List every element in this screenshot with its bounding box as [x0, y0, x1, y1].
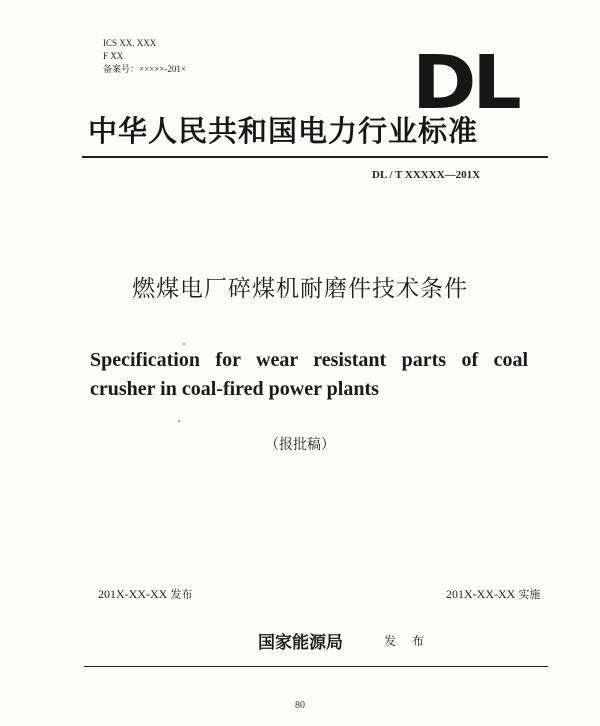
- issue-verb: 发 布: [384, 634, 430, 648]
- issuing-authority: 国家能源局: [258, 633, 343, 653]
- english-title: [90, 346, 528, 404]
- implement-date: [446, 586, 540, 602]
- english-title-line-2: crusher in coal-fired power plants: [90, 378, 379, 400]
- chinese-title: 燃煤电厂碎煤机耐磨件技术条件: [132, 276, 468, 302]
- standard-number: DL / T XXXXX—201X: [372, 169, 481, 181]
- class-code: F XX: [103, 51, 124, 61]
- dl-logo: DL: [412, 40, 518, 126]
- header-divider: [82, 156, 548, 158]
- standard-category-title: 中华人民共和国电力行业标准: [88, 114, 479, 148]
- publish-date-value: 201X-XX-XX: [98, 587, 168, 601]
- record-number: 备案号：×××××-201×: [103, 64, 186, 74]
- scan-speck: [183, 343, 185, 345]
- publish-date: [98, 586, 192, 602]
- implement-label: 实施: [518, 588, 541, 601]
- scan-speck: [178, 420, 180, 422]
- footer-divider: [84, 666, 548, 667]
- english-title-line-1: Specification for wear resistant parts of coal: [90, 349, 528, 371]
- page-number: 80: [295, 700, 305, 711]
- implement-date-value: 201X-XX-XX: [446, 587, 516, 601]
- publish-label: 发布: [170, 588, 193, 601]
- ics-code: ICS XX. XXX: [103, 38, 157, 48]
- draft-status: （报批稿）: [265, 437, 335, 453]
